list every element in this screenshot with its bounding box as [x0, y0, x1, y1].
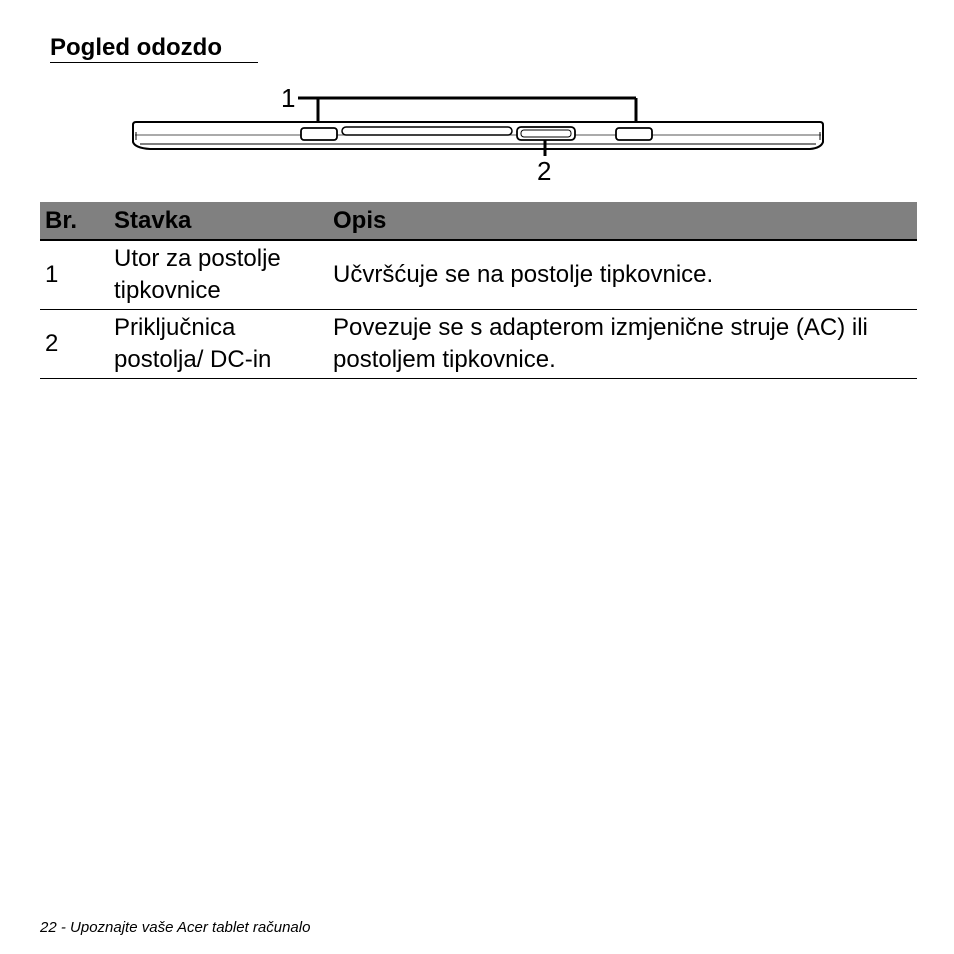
- parts-table: [40, 202, 917, 379]
- dock-connector-dc-in: [517, 127, 575, 140]
- section-title: Pogled odozdo: [50, 34, 222, 61]
- device-bottom-view-figure: [120, 80, 840, 190]
- table-row: [40, 310, 917, 379]
- page-footer: 22 - Upoznajte vaše Acer tablet računalo: [40, 919, 311, 936]
- dock-slot-right: [616, 128, 652, 140]
- row-item: Utor za postolje tipkovnice: [109, 240, 328, 310]
- row-description: Povezuje se s adapterom izmjenične struje (AC) ili postoljem tipkovnice.: [328, 310, 917, 379]
- table-header-row: [40, 202, 917, 240]
- row-description: Učvršćuje se na postolje tipkovnice.: [328, 240, 917, 310]
- speaker-slot: [342, 127, 512, 135]
- header-item: Stavka: [109, 202, 328, 240]
- callout-2-label: 2: [537, 156, 552, 186]
- device-illustration: [120, 80, 840, 190]
- table-row: [40, 240, 917, 310]
- title-underline: [50, 62, 258, 63]
- row-item: Priključnica postolja/ DC-in: [109, 310, 328, 379]
- callout-1-label: 1: [281, 83, 296, 113]
- header-description: Opis: [328, 202, 917, 240]
- row-number: 1: [40, 240, 109, 310]
- dock-slot-left: [301, 128, 337, 140]
- header-number: Br.: [40, 202, 109, 240]
- row-number: 2: [40, 310, 109, 379]
